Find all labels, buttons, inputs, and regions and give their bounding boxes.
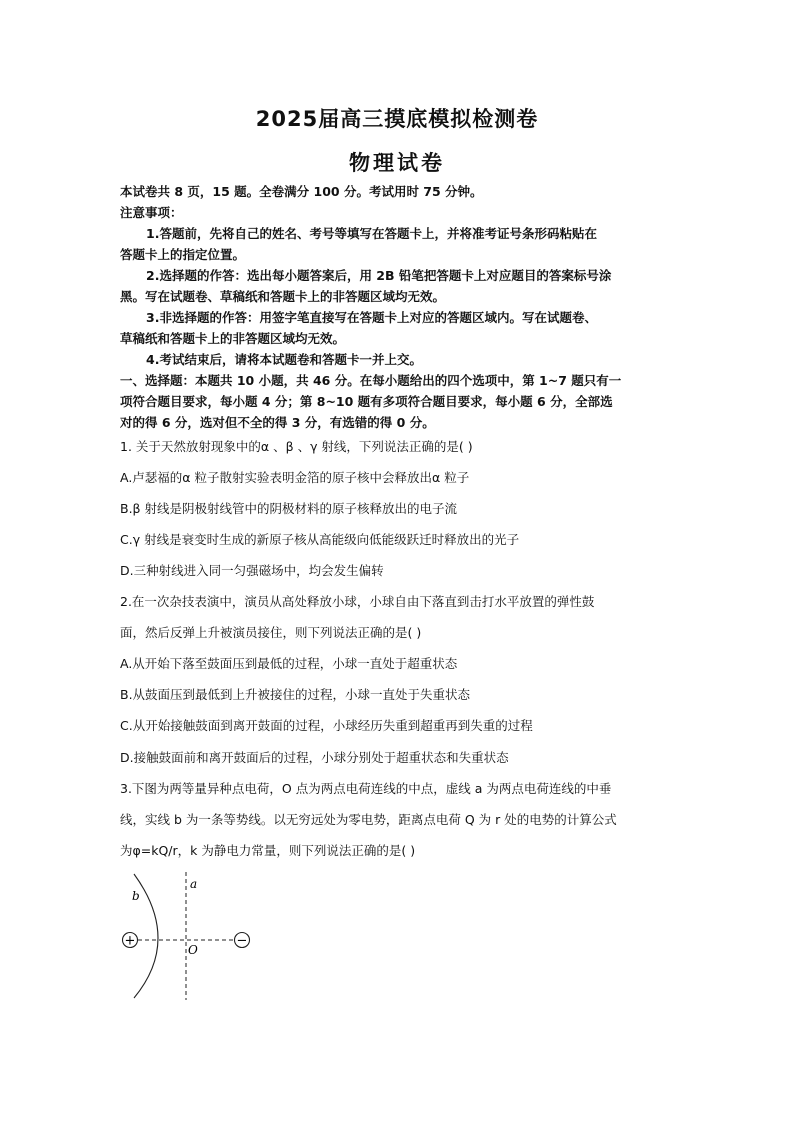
q1-option-a: A.卢瑟福的α 粒子散射实验表明金箔的原子核中会释放出α 粒子 (120, 470, 470, 485)
exam-title: 2025届高三摸底模拟检测卷 (255, 107, 539, 131)
q3-stem-line3: 为φ=kQ/r，k 为静电力常量，则下列说法正确的是( ) (120, 843, 416, 858)
section-heading-3: 对的得 6 分，选对但不全的得 3 分，有选错的得 0 分。 (120, 415, 435, 430)
section-heading-2: 项符合题目要求，每小题 4 分；第 8~10 题有多项符合题目要求，每小题 6 分，全部选 (120, 394, 613, 409)
notice-label: 注意事项： (120, 205, 183, 220)
note-1: 1.答题前，先将自己的姓名、考号等填写在答题卡上，并将准考证号条形码粘贴在 (146, 226, 597, 241)
note-1-cont: 答题卡上的指定位置。 (120, 247, 246, 262)
q2-stem-line2: 面，然后反弹上升被演员接住，则下列说法正确的是( ) (120, 625, 422, 640)
q1-option-b: B.β 射线是阴极射线管中的阴极材料的原子核释放出的电子流 (120, 501, 458, 516)
q2-option-d: D.接触鼓面前和离开鼓面后的过程，小球分别处于超重状态和失重状态 (120, 750, 509, 765)
note-3: 3.非选择题的作答：用签字笔直接写在答题卡上对应的答题区域内。写在试题卷、 (146, 310, 597, 325)
q1-stem: 1. 关于天然放射现象中的α 、β 、γ 射线，下列说法正确的是( ) (120, 439, 473, 454)
q1-option-c: C.γ 射线是衰变时生成的新原子核从高能级向低能级跃迁时释放出的光子 (120, 532, 520, 547)
label-o: O (188, 943, 198, 957)
q3-stem-line1: 3.下图为两等量异种点电荷，O 点为两点电荷连线的中点，虚线 a 为两点电荷连线的中垂 (120, 781, 612, 796)
q2-option-a: A.从开始下落至鼓面压到最低的过程，小球一直处于超重状态 (120, 656, 458, 671)
note-2-cont: 黑。写在试题卷、草稿纸和答题卡上的非答题区域均无效。 (120, 289, 446, 304)
section-heading-1: 一、选择题：本题共 10 小题，共 46 分。在每小题给出的四个选项中，第 1~7 题只有一 (120, 373, 622, 388)
note-2: 2.选择题的作答：选出每小题答案后，用 2B 铅笔把答题卡上对应题目的答案标号涂 (146, 268, 612, 283)
label-a: a (190, 877, 198, 891)
q2-option-c: C.从开始接触鼓面到离开鼓面的过程，小球经历失重到超重再到失重的过程 (120, 718, 533, 733)
instructions (120, 181, 680, 433)
exam-summary: 本试卷共 8 页，15 题。全卷满分 100 分。考试用时 75 分钟。 (120, 184, 483, 199)
q1-option-d: D.三种射线进入同一匀强磁场中，均会发生偏转 (120, 563, 384, 578)
note-4: 4.考试结束后，请将本试题卷和答题卡一并上交。 (146, 352, 422, 367)
label-b: b (132, 889, 140, 903)
q2-stem-line1: 2.在一次杂技表演中，演员从高处释放小球，小球自由下落直到击打水平放置的弹性鼓 (120, 594, 595, 609)
exam-subject: 物理试卷 (349, 151, 445, 175)
q3-figure (120, 870, 260, 1005)
note-3-cont: 草稿纸和答题卡上的非答题区域均无效。 (120, 331, 346, 346)
q2-option-b: B.从鼓面压到最低到上升被接住的过程，小球一直处于失重状态 (120, 687, 471, 702)
negative-charge-symbol: − (236, 933, 248, 949)
q3-stem-line2: 线，实线 b 为一条等势线。以无穷远处为零电势，距离点电荷 Q 为 r 处的电势的计算公式 (120, 812, 617, 827)
positive-charge-symbol: + (124, 933, 136, 949)
